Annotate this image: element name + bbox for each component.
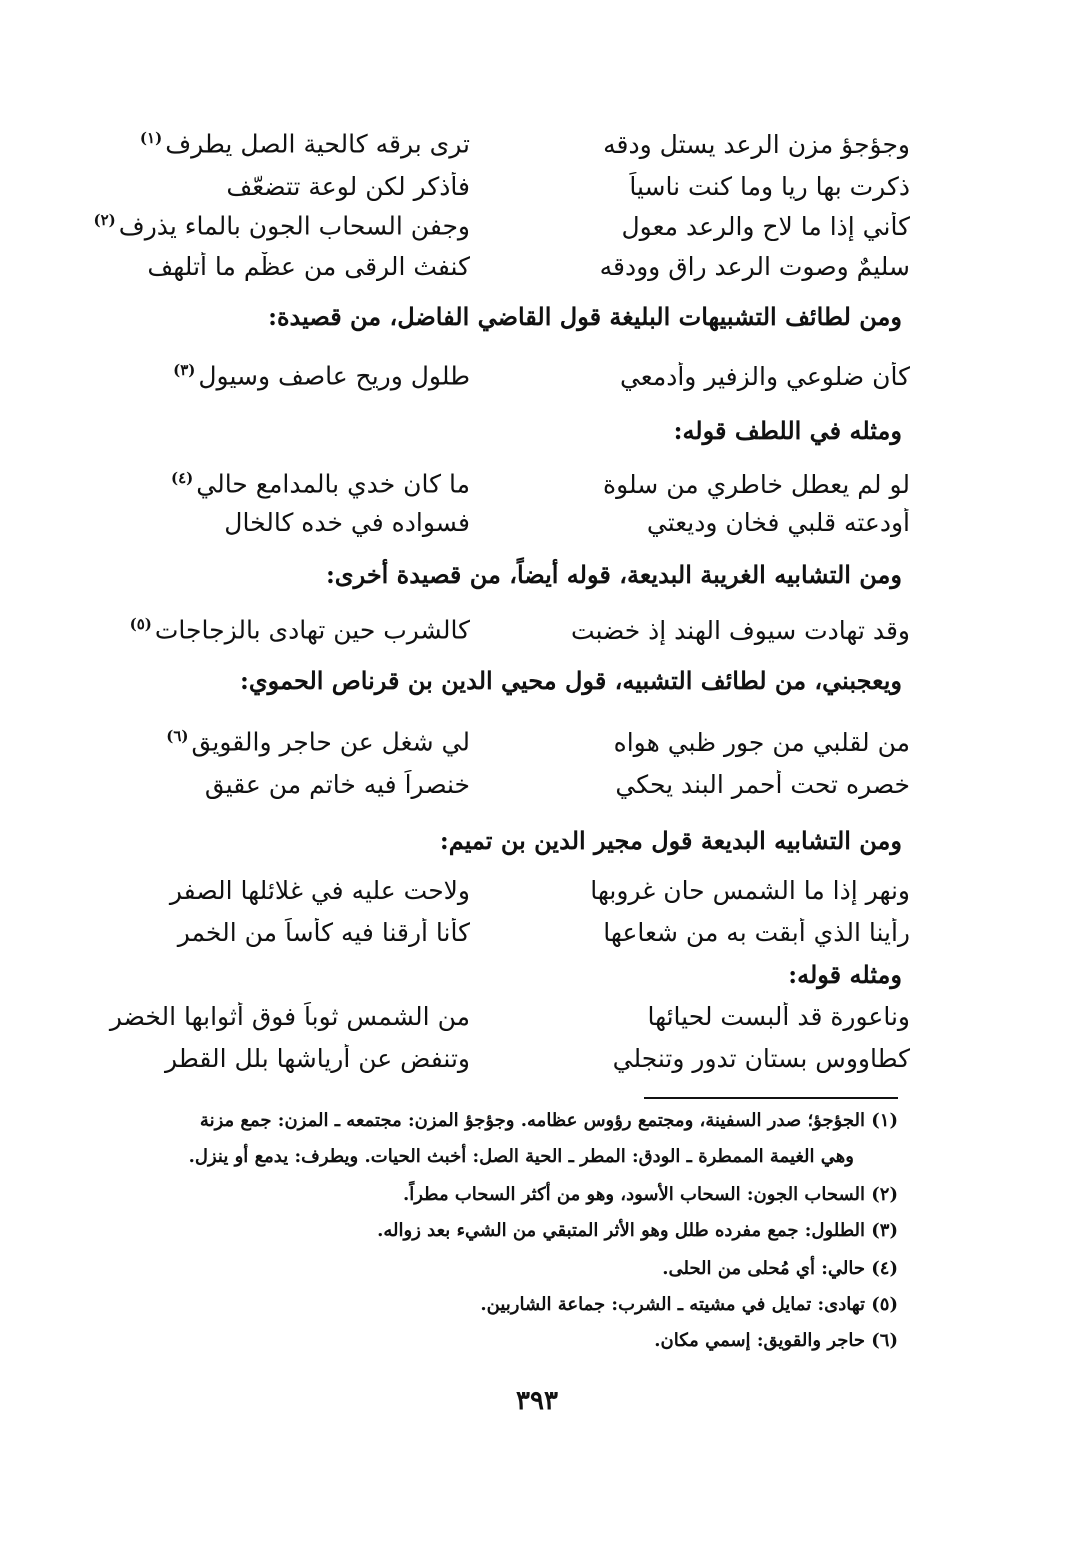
- verse-first-hemistich: كأني إذا ما لاح والرعد معول: [621, 211, 910, 241]
- verse-line: [60, 912, 910, 952]
- verse-line: [60, 996, 910, 1036]
- verse-second-hemistich: [60, 615, 470, 644]
- prose-intro: ومن التشابيه البديعة قول مجير الدين بن تميم:: [439, 826, 902, 855]
- verse-line: [60, 722, 910, 762]
- page-number: ٣٩٣: [516, 1386, 558, 1416]
- verse-second-hemistich: ولاحت عليه في غلائلها الصفر: [169, 875, 470, 905]
- footnote-continuation: وهي الغيمة الممطرة ـ الودق: المطر ـ الحية الصل: أخبث الحيات. ويطرف: يدمع أو ينزل.: [188, 1146, 854, 1167]
- prose-intro: ويعجبني، من لطائف التشبيه، قول محيي الدين بن قرناص الحموي:: [240, 666, 902, 695]
- verse-line: [60, 464, 910, 504]
- verse-first-hemistich: من لقلبي من جور ظبي هواه: [613, 727, 910, 757]
- footnote-marker: (٥): [129, 615, 152, 634]
- verse-line: [60, 610, 910, 650]
- verse-first-hemistich: وجؤجؤ مزن الرعد يستل ودقه: [603, 129, 910, 159]
- prose-intro: ومن التشابيه الغريبة البديعة، قوله أيضاً، من قصيدة أخرى:: [325, 560, 902, 589]
- prose-intro: ومثله في اللطف قوله:: [673, 416, 902, 445]
- verse-second-hemistich: فأذكر لكن لوعة تتضعّف: [226, 171, 470, 201]
- footnote: (٢) السحاب الجون: السحاب الأسود، وهو من أكثر السحاب مطراً.: [402, 1184, 898, 1205]
- verse-line: [60, 502, 910, 542]
- verse-second-hemistich-text: ترى برقه كالحية الصل يطرف: [165, 129, 470, 159]
- footnote: (٣) الطلول: جمع مفرده طلل وهو الأثر المتبقي من الشيء بعد زواله.: [377, 1220, 898, 1241]
- verse-second-hemistich: [60, 727, 470, 756]
- verse-first-hemistich: رأينا الذي أبقت به من شعاعها: [603, 917, 910, 947]
- verse-second-hemistich: [60, 361, 470, 390]
- footnote: (٦) حاجر والقويق: إسمي مكان.: [654, 1330, 898, 1351]
- verse-first-hemistich: سليمٌ وصوت الرعد راقٍ وودقه: [599, 251, 910, 281]
- verse-second-hemistich: من الشمس ثوباً فوق أثوابها الخضر: [109, 1001, 470, 1031]
- verse-second-hemistich: [60, 211, 470, 240]
- verse-line: [60, 1038, 910, 1078]
- prose-intro: ومن لطائف التشبيهات البليغة قول القاضي الفاضل، من قصيدة:: [268, 302, 902, 331]
- verse-first-hemistich: لو لم يعطل خاطري من سلوة: [603, 469, 910, 499]
- verse-second-hemistich-text: طلول وريح عاصف وسيول: [198, 361, 470, 391]
- verse-second-hemistich: كأنا أرقنا فيه كأساً من الخمر: [177, 917, 470, 947]
- prose-intro: ومثله قوله:: [788, 960, 902, 989]
- verse-first-hemistich: أودعته قلبي فخان وديعتي: [646, 507, 910, 537]
- verse-second-hemistich: [60, 129, 470, 158]
- verse-line: [60, 764, 910, 804]
- verse-second-hemistich: كنفث الرقى من عظْمٍ ما أتلهف: [147, 251, 470, 281]
- verse-second-hemistich-text: كالشرب حين تهادى بالزجاجات: [154, 615, 470, 645]
- verse-line: [60, 206, 910, 246]
- verse-first-hemistich: خصره تحت أحمر البند يحكي: [615, 769, 910, 799]
- verse-line: [60, 246, 910, 286]
- verse-first-hemistich: ذكرت بها ريا وما كنت ناسياً: [629, 171, 910, 201]
- verse-second-hemistich: خنصراً فيه خاتم من عقيق: [204, 769, 470, 799]
- verse-second-hemistich: [60, 469, 470, 498]
- verse-line: [60, 356, 910, 396]
- verse-second-hemistich-text: لي شغل عن حاجر والقويق: [191, 727, 470, 757]
- verse-first-hemistich: كطاووس بستان تدور وتنجلي: [612, 1043, 910, 1073]
- footnote-marker: (٤): [170, 469, 194, 488]
- verse-line: [60, 124, 910, 164]
- verse-first-hemistich: وناعورة قد ألبست لحيائها: [647, 1001, 910, 1031]
- verse-first-hemistich: ونهر إذا ما الشمس حان غروبها: [590, 875, 910, 905]
- footnote: (٤) حالي: أي مُحلى من الحلى.: [662, 1258, 898, 1279]
- verse-second-hemistich: فسواده في خده كالخال: [224, 507, 470, 537]
- verse-line: [60, 870, 910, 910]
- footnote: (٥) تهادى: تمايل في مشيته ـ الشرب: جماعة الشاربين.: [480, 1294, 898, 1315]
- footnote-marker: (٣): [173, 361, 196, 380]
- verse-first-hemistich: كأن ضلوعي والزفير وأدمعي: [619, 361, 910, 391]
- footnote: (١) الجؤجؤ؛ صدر السفينة، ومجتمع رؤوس عظامه. وجؤجؤ المزن: مجتمعه ـ المزن: جمع مزنة: [199, 1110, 898, 1131]
- verse-second-hemistich: وتنفض عن أرياشها بلل القطر: [165, 1043, 470, 1073]
- footnote-marker: (٢): [93, 211, 116, 230]
- footnote-marker: (٦): [166, 727, 189, 746]
- footnote-divider: [644, 1097, 898, 1099]
- footnote-marker: (١): [139, 129, 163, 148]
- verse-second-hemistich-text: ما كان خدي بالمدامع حالي: [196, 469, 470, 499]
- verse-line: [60, 166, 910, 206]
- verse-second-hemistich-text: وجفن السحاب الجون بالماء يذرف: [118, 211, 470, 241]
- verse-first-hemistich: وقد تهادت سيوف الهند إذ خضبت: [570, 615, 910, 645]
